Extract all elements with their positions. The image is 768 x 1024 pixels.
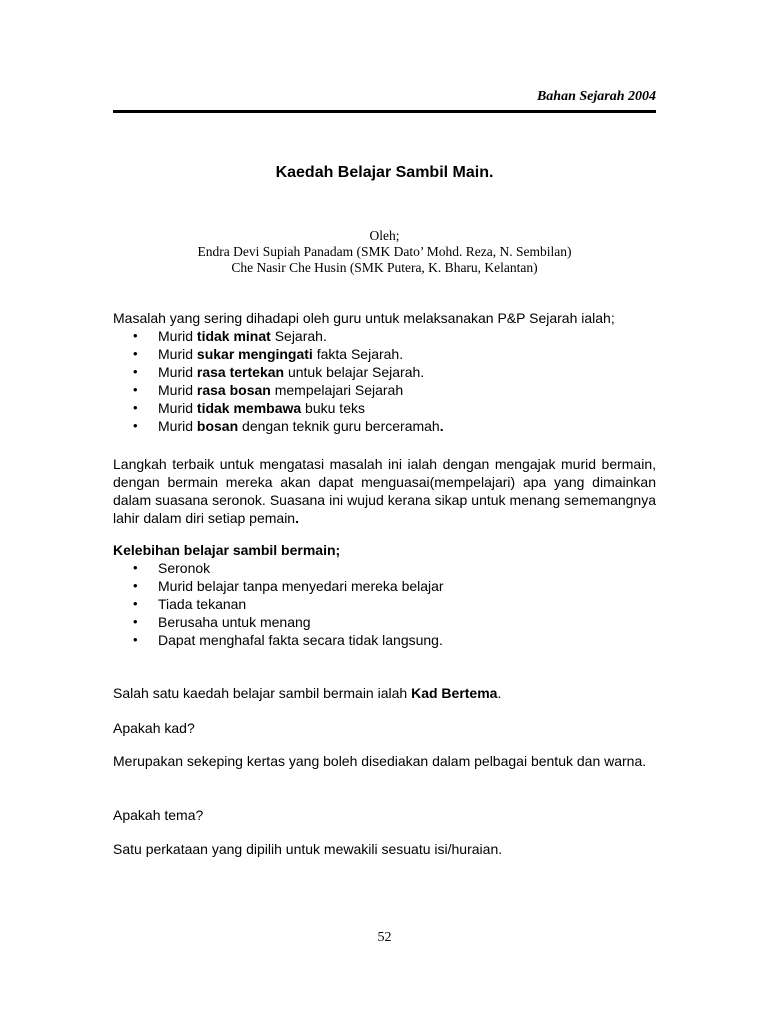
item-text: Murid (158, 382, 197, 398)
item-text: Murid (158, 418, 197, 434)
item-emphasis: sukar mengingati (196, 346, 313, 362)
bullet-icon: • (133, 400, 138, 415)
list-item (113, 595, 656, 613)
item-emphasis: bosan (196, 418, 239, 434)
advantages-section (113, 541, 656, 649)
list-item (113, 399, 656, 417)
author-line: Che Nasir Che Husin (SMK Putera, K. Bharu, Kelantan) (231, 260, 538, 275)
item-text: mempelajari Sejarah (270, 382, 404, 398)
list-item (113, 631, 656, 649)
list-item (113, 559, 656, 577)
bullet-icon: • (133, 346, 138, 361)
item-text: Murid (158, 364, 197, 380)
answer-tema (113, 840, 656, 858)
bullet-icon: • (133, 578, 138, 593)
answer-text: Merupakan sekeping kertas yang boleh disediakan dalam pelbagai bentuk dan warna. (113, 753, 647, 769)
document-title: Kaedah Belajar Sambil Main. (275, 164, 494, 181)
item-emphasis: tidak minat (196, 328, 271, 344)
item-text: Murid (158, 346, 197, 362)
list-item (113, 363, 656, 381)
list-item (113, 577, 656, 595)
paragraph-text: Salah satu kaedah belajar sambil bermain ialah (113, 685, 412, 701)
byline: Oleh; (369, 228, 400, 243)
running-header: Bahan Sejarah 2004 (536, 89, 656, 104)
question-tema (113, 806, 656, 824)
question-kad (113, 719, 656, 737)
bullet-icon: • (133, 596, 138, 611)
list-item (113, 327, 656, 345)
bullet-icon: • (133, 418, 138, 433)
item-text: Dapat menghafal fakta secara tidak langsung. (158, 632, 443, 648)
question-text: Apakah kad? (113, 720, 195, 736)
advantages-list (113, 559, 656, 649)
list-item (113, 613, 656, 631)
item-text: Murid (158, 328, 197, 344)
bullet-icon: • (133, 364, 138, 379)
bullet-icon: • (133, 382, 138, 397)
advantages-heading (113, 541, 656, 559)
bullet-icon: • (133, 632, 138, 647)
item-text: buku teks (301, 400, 365, 416)
list-item (113, 417, 656, 435)
page-number: 52 (377, 930, 392, 945)
item-text: Seronok (158, 560, 211, 576)
list-item (113, 345, 656, 363)
answer-kad (113, 752, 656, 770)
problems-intro: Masalah yang sering dihadapi oleh guru untuk melaksanakan P&P Sejarah ialah; (113, 310, 615, 326)
paragraph-end: . (295, 510, 299, 526)
method-paragraph (113, 684, 656, 702)
item-text: Sejarah. (270, 328, 327, 344)
item-emphasis: rasa bosan (196, 382, 271, 398)
solution-section (113, 455, 656, 527)
question-text: Apakah tema? (113, 807, 204, 823)
problems-section (113, 309, 656, 435)
item-text: dengan teknik guru berceramah (238, 418, 440, 434)
solution-paragraph (113, 455, 656, 527)
bullet-icon: • (133, 614, 138, 629)
method-section (113, 684, 656, 702)
item-text: fakta Sejarah. (312, 346, 404, 362)
item-text: Tiada tekanan (158, 596, 247, 612)
answer-text: Satu perkataan yang dipilih untuk mewakili sesuatu isi/huraian. (113, 841, 503, 857)
item-text: Murid (158, 400, 197, 416)
item-emphasis: . (439, 418, 444, 434)
paragraph-text: . (497, 685, 502, 701)
header-rule (113, 110, 656, 113)
bullet-icon: • (133, 560, 138, 575)
item-text: Murid belajar tanpa menyedari mereka belajar (158, 578, 444, 594)
heading-text: Kelebihan belajar sambil bermain; (113, 542, 341, 558)
item-text: untuk belajar Sejarah. (284, 364, 425, 380)
author-block (113, 228, 656, 276)
list-item (113, 381, 656, 399)
paragraph-text: Langkah terbaik untuk mengatasi masalah ini ialah dengan mengajak murid bermain, dengan bermain mereka akan dapat menguasai(mempelajari) apa yang dimainkan dalam suasana seronok. Suasana ini wujud kerana sikap untuk menang sememangnya lahir dalam diri setiap pemain (113, 456, 656, 526)
item-text: Berusaha untuk menang (158, 614, 311, 630)
item-emphasis: tidak membawa (196, 400, 302, 416)
item-emphasis: rasa tertekan (196, 364, 285, 380)
problems-list (113, 327, 656, 435)
bullet-icon: • (133, 328, 138, 343)
method-name: Kad Bertema (411, 685, 498, 701)
author-line: Endra Devi Supiah Panadam (SMK Dato’ Mohd. Reza, N. Sembilan) (197, 244, 572, 259)
